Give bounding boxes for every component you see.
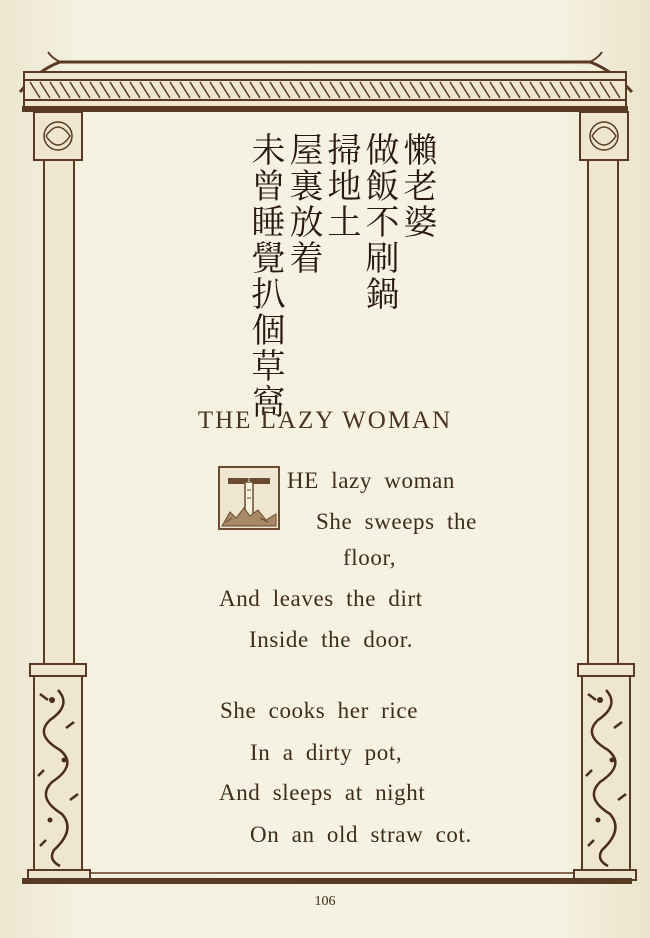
chinese-column: 做飯不刷鍋 — [359, 132, 399, 312]
poem-line: floor, — [343, 545, 397, 570]
chinese-poem — [236, 132, 437, 420]
poem-line: In a dirty pot, — [250, 740, 403, 765]
poem-line: She cooks her rice — [220, 698, 419, 723]
chinese-column: 掃地土 — [321, 132, 361, 240]
poem-line: Inside the door. — [249, 627, 414, 652]
poem-line: HE lazy woman — [287, 468, 455, 493]
chinese-column: 未曾睡覺扒個草窩 — [245, 132, 285, 420]
poem-line: And leaves the dirt — [219, 586, 423, 611]
poem-line: She sweeps the — [316, 509, 477, 534]
poem-title: THE LAZY WOMAN — [197, 407, 453, 434]
poem-line: And sleeps at night — [219, 780, 426, 805]
page-number: 106 — [314, 894, 336, 909]
svg-text:T: T — [246, 475, 252, 484]
chinese-column: 懶老婆 — [397, 132, 437, 240]
poem-line: On an old straw cot. — [250, 822, 472, 847]
dropcap-t-icon — [220, 468, 278, 528]
chinese-column: 屋裏放着 — [283, 132, 323, 276]
dropcap-illustration — [218, 466, 280, 530]
